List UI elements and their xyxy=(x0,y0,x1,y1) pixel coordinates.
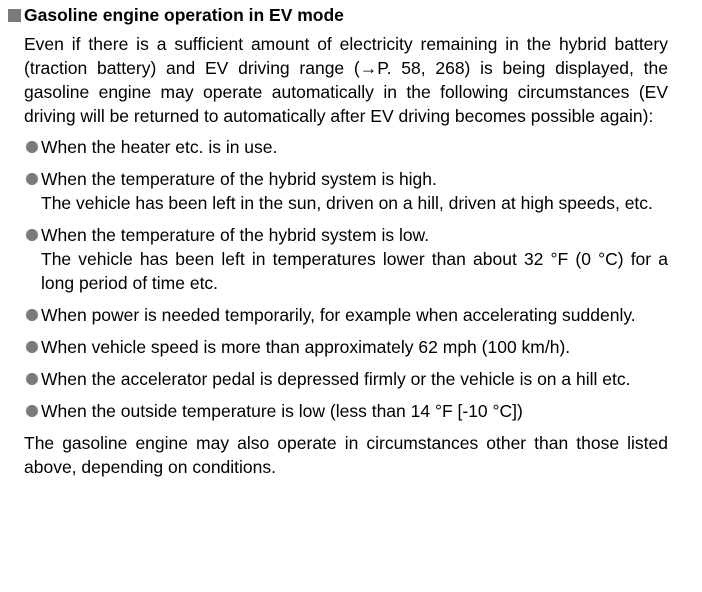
list-item-detail: The vehicle has been left in the sun, driven on a hill, driven at high speeds, etc. xyxy=(41,193,653,213)
list-item-text: When the heater etc. is in use. xyxy=(41,137,278,157)
closing-paragraph: The gasoline engine may also operate in circumstances other than those listed above, depending on conditions. xyxy=(24,433,668,477)
section-marker-icon xyxy=(8,9,21,22)
list-item xyxy=(24,367,668,391)
list-item xyxy=(24,303,668,327)
list-item-text: When vehicle speed is more than approximately 62 mph (100 km/h). xyxy=(41,337,571,357)
bullet-icon xyxy=(26,141,38,153)
list-item-detail: The vehicle has been left in temperatures lower than about 32 °F (0 °C) for a long period of time etc. xyxy=(41,249,668,293)
list-item xyxy=(24,223,668,295)
list-item-text: When power is needed temporarily, for example when accelerating suddenly. xyxy=(41,305,636,325)
list-item-text: When the outside temperature is low (less than 14 °F [-10 °C]) xyxy=(41,401,523,421)
bullet-icon xyxy=(26,405,38,417)
list-item xyxy=(24,335,668,359)
section-title: Gasoline engine operation in EV mode xyxy=(24,5,344,25)
bullet-icon xyxy=(26,309,38,321)
list-item-text: When the temperature of the hybrid system is low. xyxy=(41,225,430,245)
section-heading xyxy=(8,4,668,26)
list-item-text: When the accelerator pedal is depressed firmly or the vehicle is on a hill etc. xyxy=(41,369,631,389)
bullet-icon xyxy=(26,341,38,353)
list-item xyxy=(24,399,668,423)
bullet-icon xyxy=(26,173,38,185)
intro-paragraph: Even if there is a sufficient amount of electricity remaining in the hybrid battery (traction battery) and EV driving range (→P. 58, 268) is being displayed, the gasoline engine may operate automatically in the following circumstances (EV driving will be returned to automatically after EV driving becomes possible again): xyxy=(24,34,668,126)
list-item xyxy=(24,167,668,215)
section-body xyxy=(8,32,668,479)
bullet-icon xyxy=(26,373,38,385)
list-item-text: When the temperature of the hybrid system is high. xyxy=(41,169,437,189)
list-item xyxy=(24,135,668,159)
bullet-icon xyxy=(26,229,38,241)
circumstance-list xyxy=(24,135,668,423)
